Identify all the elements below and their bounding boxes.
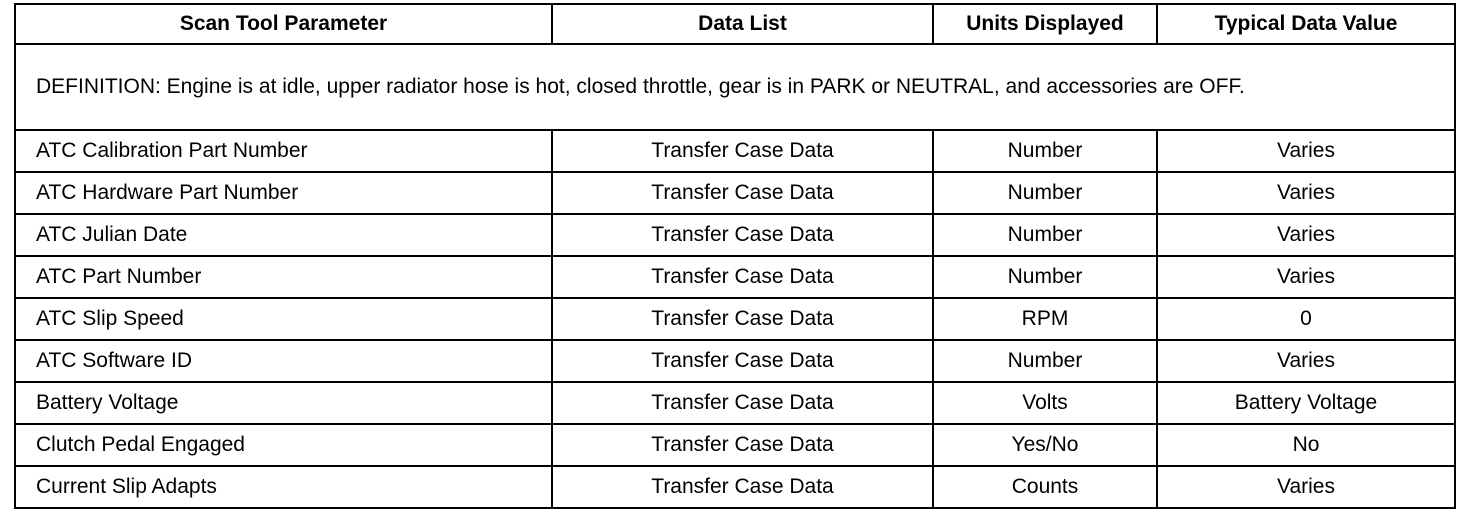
typical-value-cell: No [1157, 424, 1455, 466]
parameter-cell: ATC Hardware Part Number [15, 172, 552, 214]
data-list-cell: Transfer Case Data [552, 466, 933, 508]
table-row [15, 172, 1455, 214]
parameter-cell: ATC Software ID [15, 340, 552, 382]
typical-value-cell: Varies [1157, 466, 1455, 508]
data-list-cell: Transfer Case Data [552, 256, 933, 298]
units-cell: Number [933, 130, 1157, 172]
units-cell: RPM [933, 298, 1157, 340]
data-list-cell: Transfer Case Data [552, 382, 933, 424]
table-row [15, 130, 1455, 172]
data-list-cell: Transfer Case Data [552, 424, 933, 466]
typical-value-cell: Battery Voltage [1157, 382, 1455, 424]
data-list-cell: Transfer Case Data [552, 130, 933, 172]
typical-value-cell: Varies [1157, 172, 1455, 214]
typical-value-cell: Varies [1157, 256, 1455, 298]
table-header [15, 4, 1455, 44]
data-list-cell: Transfer Case Data [552, 172, 933, 214]
units-cell: Yes/No [933, 424, 1157, 466]
data-list-cell: Transfer Case Data [552, 214, 933, 256]
typical-value-cell: Varies [1157, 340, 1455, 382]
units-cell: Volts [933, 382, 1157, 424]
table-row [15, 466, 1455, 508]
header-row [15, 4, 1455, 44]
table-row [15, 214, 1455, 256]
table-body [15, 44, 1455, 508]
parameter-cell: ATC Part Number [15, 256, 552, 298]
units-cell: Counts [933, 466, 1157, 508]
header-units-displayed: Units Displayed [933, 4, 1157, 44]
parameter-cell: Clutch Pedal Engaged [15, 424, 552, 466]
table-row [15, 256, 1455, 298]
parameter-cell: Battery Voltage [15, 382, 552, 424]
data-list-cell: Transfer Case Data [552, 298, 933, 340]
parameter-cell: ATC Calibration Part Number [15, 130, 552, 172]
definition-text: DEFINITION: Engine is at idle, upper radiator hose is hot, closed throttle, gear is in PARK or NEUTRAL, and accessories are OFF. [15, 44, 1455, 130]
units-cell: Number [933, 256, 1157, 298]
parameter-cell: Current Slip Adapts [15, 466, 552, 508]
header-scan-tool-parameter: Scan Tool Parameter [15, 4, 552, 44]
table-row [15, 340, 1455, 382]
typical-value-cell: Varies [1157, 130, 1455, 172]
typical-value-cell: Varies [1157, 214, 1455, 256]
header-data-list: Data List [552, 4, 933, 44]
parameter-cell: ATC Julian Date [15, 214, 552, 256]
typical-value-cell: 0 [1157, 298, 1455, 340]
units-cell: Number [933, 340, 1157, 382]
table-row [15, 424, 1455, 466]
units-cell: Number [933, 172, 1157, 214]
units-cell: Number [933, 214, 1157, 256]
definition-row [15, 44, 1455, 130]
table-row [15, 298, 1455, 340]
table-row [15, 382, 1455, 424]
scan-tool-data-table [14, 3, 1456, 509]
header-typical-data-value: Typical Data Value [1157, 4, 1455, 44]
parameter-cell: ATC Slip Speed [15, 298, 552, 340]
data-list-cell: Transfer Case Data [552, 340, 933, 382]
